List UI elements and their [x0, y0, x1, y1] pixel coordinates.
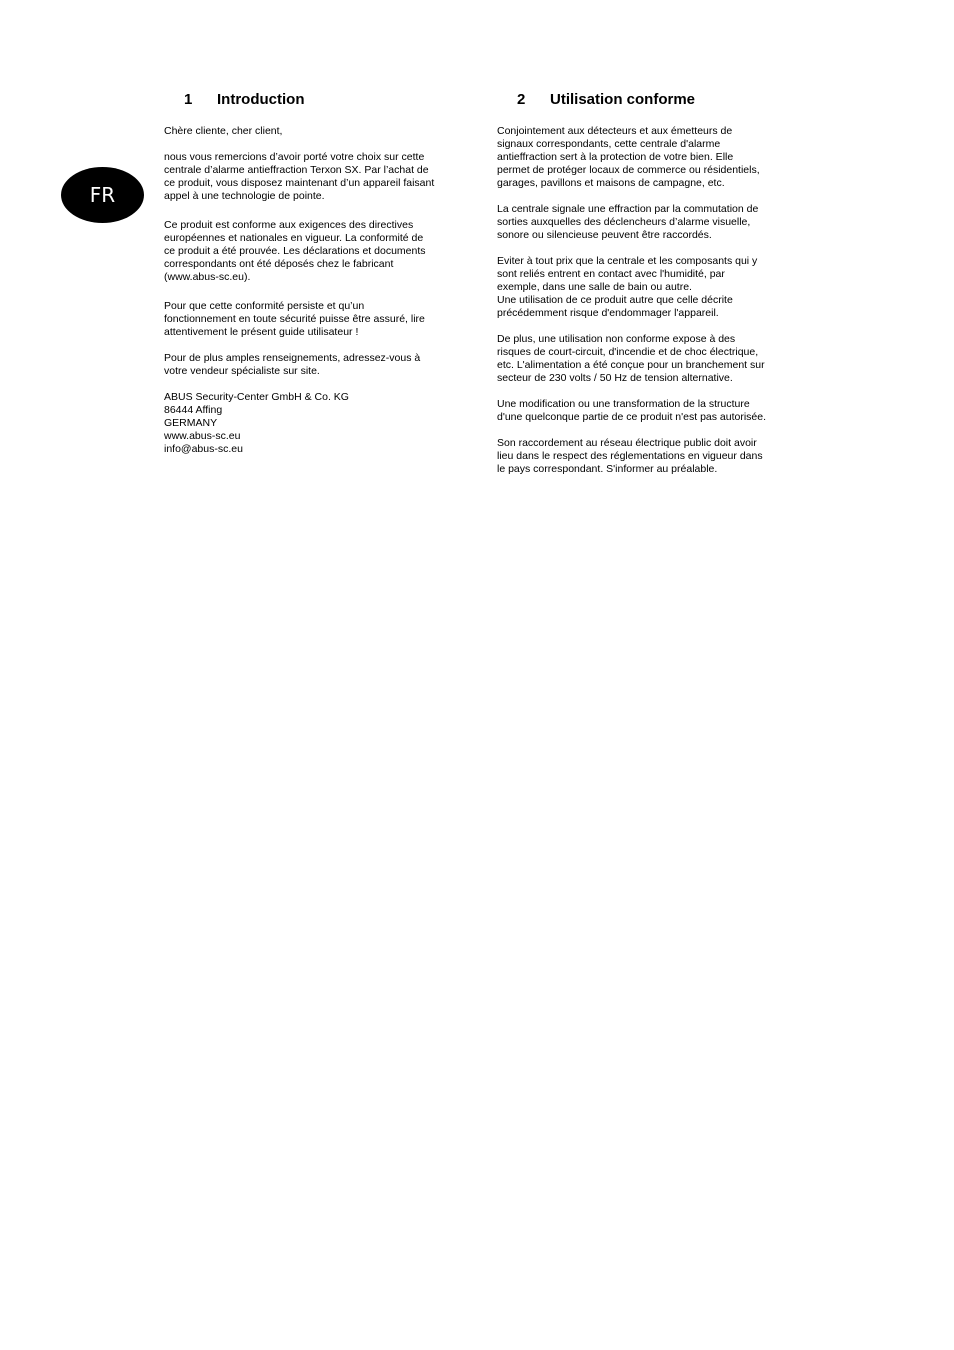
section-2-title: Utilisation conforme — [550, 91, 696, 108]
section-2-number: 2 — [517, 91, 526, 108]
section-1-title: Introduction — [217, 91, 305, 108]
manufacturer-address: ABUS Security-Center GmbH & Co. KG 86444 Affing GERMANY www.abus-sc.eu info@abus-sc.eu — [164, 391, 349, 455]
section-1-number: 1 — [184, 91, 193, 108]
intro-greeting: Chère cliente, cher client, — [164, 125, 283, 137]
use-purpose-paragraph: Conjointement aux détecteurs et aux émetteurs de signaux correspondants, cette centrale d'alarme antieffraction sert à la protection de votre bien. Elle permet de protéger locaux de commerce ou résidentiels, garages, pavillons et maisons de campagne, etc. — [497, 125, 760, 189]
introduction-column — [164, 125, 464, 456]
intro-thanks-paragraph: nous vous remercions d’avoir porté votre choix sur cette centrale d’alarme antieffraction Terxon SX. Par l’achat de ce produit, vous disposez maintenant d’un appareil faisant appel à une technologie de pointe. — [164, 151, 435, 202]
intro-contact-paragraph: Pour de plus amples renseignements, adressez-vous à votre vendeur spécialiste sur site. — [164, 352, 421, 377]
use-connection-paragraph: Son raccordement au réseau électrique public doit avoir lieu dans le respect des réglementations en vigueur dans le pays correspondant. S'informer au préalable. — [497, 437, 763, 475]
section-1-heading — [184, 90, 304, 110]
use-humidity-paragraph: Eviter à tout prix que la centrale et les composants qui y sont reliés entrent en contact avec l'humidité, par exemple, dans une salle de bain ou autre. Une utilisation de ce produit autre que celle décrite précédemment risque d'endommager l'appareil. — [497, 255, 758, 319]
language-badge-fr — [61, 167, 144, 223]
language-badge-label: FR — [89, 183, 116, 207]
intended-use-column — [497, 125, 797, 476]
use-modification-paragraph: Une modification ou une transformation de la structure d'une quelconque partie de ce produit n'est pas autorisée. — [497, 398, 767, 423]
intro-conformity-paragraph: Ce produit est conforme aux exigences des directives européennes et nationales en vigueur. La conformité de ce produit a été prouvée. Les déclarations et documents correspondants ont été déposés chez le fabricant (www.abus-sc.eu). — [164, 219, 426, 283]
intro-guide-paragraph: Pour que cette conformité persiste et qu’un fonctionnement en toute sécurité puisse être assuré, lire attentivement le présent guide utilisateur ! — [164, 300, 425, 338]
section-2-heading — [517, 90, 695, 110]
use-risks-paragraph: De plus, une utilisation non conforme expose à des risques de court-circuit, d'incendie et de choc électrique, etc. L'alimentation a été conçue pour un branchement sur secteur de 230 volts / 50 Hz de tension alternative. — [497, 333, 765, 384]
use-signaling-paragraph: La centrale signale une effraction par la commutation de sorties auxquelles des déclencheurs d’alarme visuelle, sonore ou silencieuse peuvent être raccordés. — [497, 203, 759, 241]
